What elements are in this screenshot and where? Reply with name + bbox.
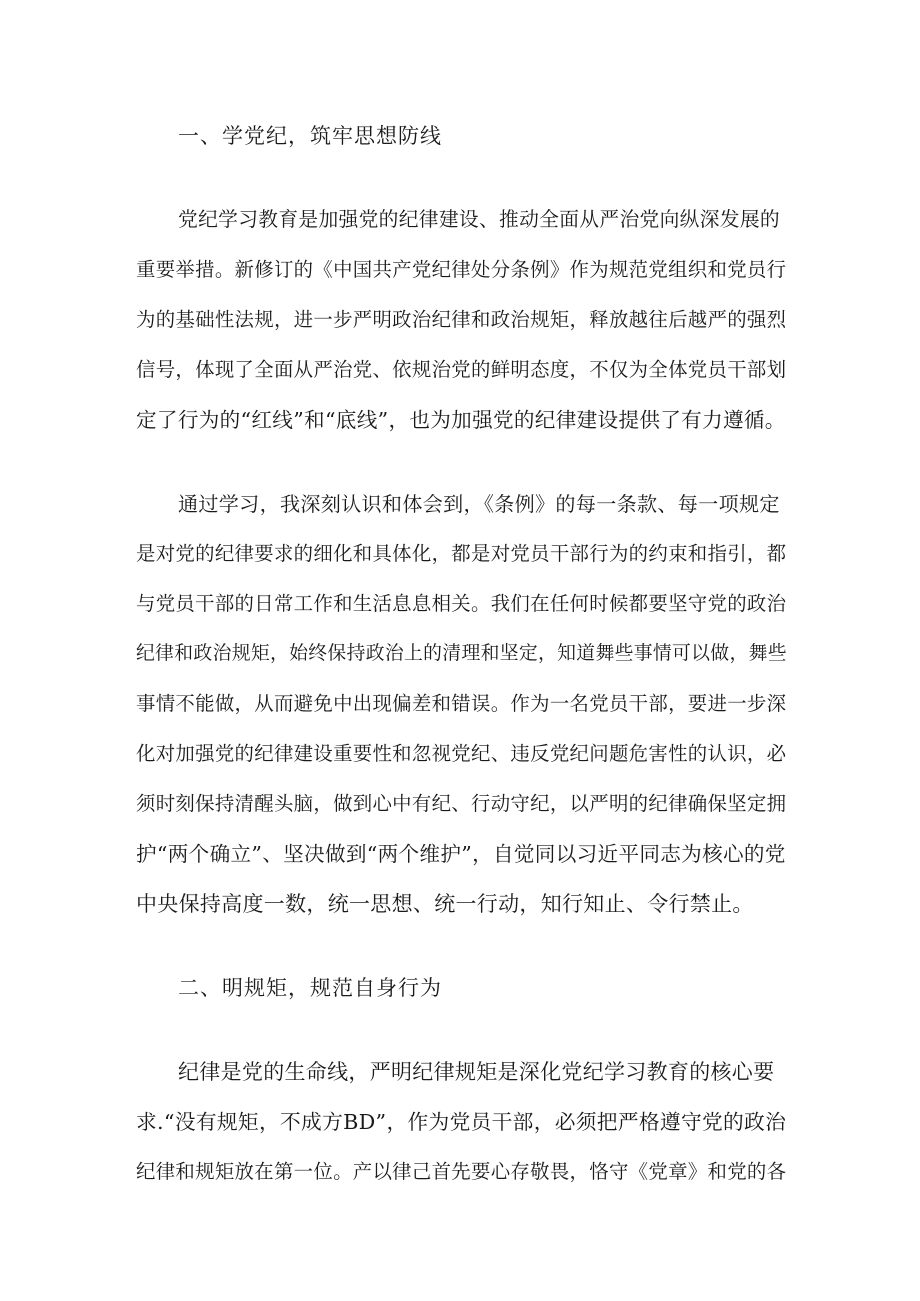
- paragraph-line: 护“两个确立”、坚决做到“两个维护”，自觉同以习近平同志为核心的党: [136, 842, 786, 866]
- paragraph-line: 重要举措。新修订的《中国共产党纪律处分条例》作为规范党组织和党员行: [136, 258, 787, 281]
- section-1-heading: 一、学党纪，筑牢思想防线: [178, 124, 442, 148]
- paragraph-line: 定了行为的“红线”和“底线”，也为加强党的纪律建设提供了有力遵循。: [136, 408, 786, 432]
- paragraph-line: 党纪学习教育是加强党的纪律建设、推动全面从严治党向纵深发展的: [178, 208, 780, 231]
- paragraph-line: 与党员干部的日常工作和生活息息相关。我们在任何时候都要坚守党的政治: [136, 592, 787, 615]
- paragraph-line: 中央保持高度一数，统一思想、统一行动，知行知止、令行禁止。: [136, 892, 754, 916]
- paragraph-line: 须时刻保持清醒头脑，做到心中有纪、行动守纪，以严明的纪律确保坚定拥: [136, 792, 787, 815]
- paragraph-line: 通过学习，我深刻认识和体会到，《条例》的每一条款、每一项规定: [178, 492, 780, 516]
- paragraph-line: 是对党的纪律要求的细化和具体化，都是对党员干部行为的约束和指引，都: [136, 542, 787, 565]
- paragraph-line: 信号，体现了全面从严治党、依规治党的鲜明态度，不仅为全体党员干部划: [136, 358, 787, 381]
- paragraph-line: 纪律和规矩放在第一位。产以律己首先要心存敬畏，恪守《党章》和党的各: [136, 1160, 787, 1183]
- paragraph-line: 求.“没有规矩，不成方BD”，作为党员干部，必须把严格遵守党的政治: [136, 1110, 787, 1134]
- paragraph-line: 事情不能做，从而避免中出现偏差和错误。作为一名党员干部，要进一步深: [136, 692, 787, 715]
- paragraph-line: 为的基础性法规，进一步严明政治纪律和政治规矩，释放越往后越严的强烈: [136, 308, 787, 331]
- section-2-heading: 二、明规矩，规范自身行为: [178, 976, 442, 1000]
- paragraph-line: 纪律和政治规矩，始终保持政治上的清理和坚定，知道舞些事情可以做，舞些: [136, 643, 787, 664]
- paragraph-line: 纪律是党的生命线，严明纪律规矩是深化党纪学习教育的核心要: [178, 1060, 775, 1084]
- paragraph-line: 化对加强党的纪律建设重要性和忽视党纪、违反党纪问题危害性的认识，必: [136, 742, 787, 765]
